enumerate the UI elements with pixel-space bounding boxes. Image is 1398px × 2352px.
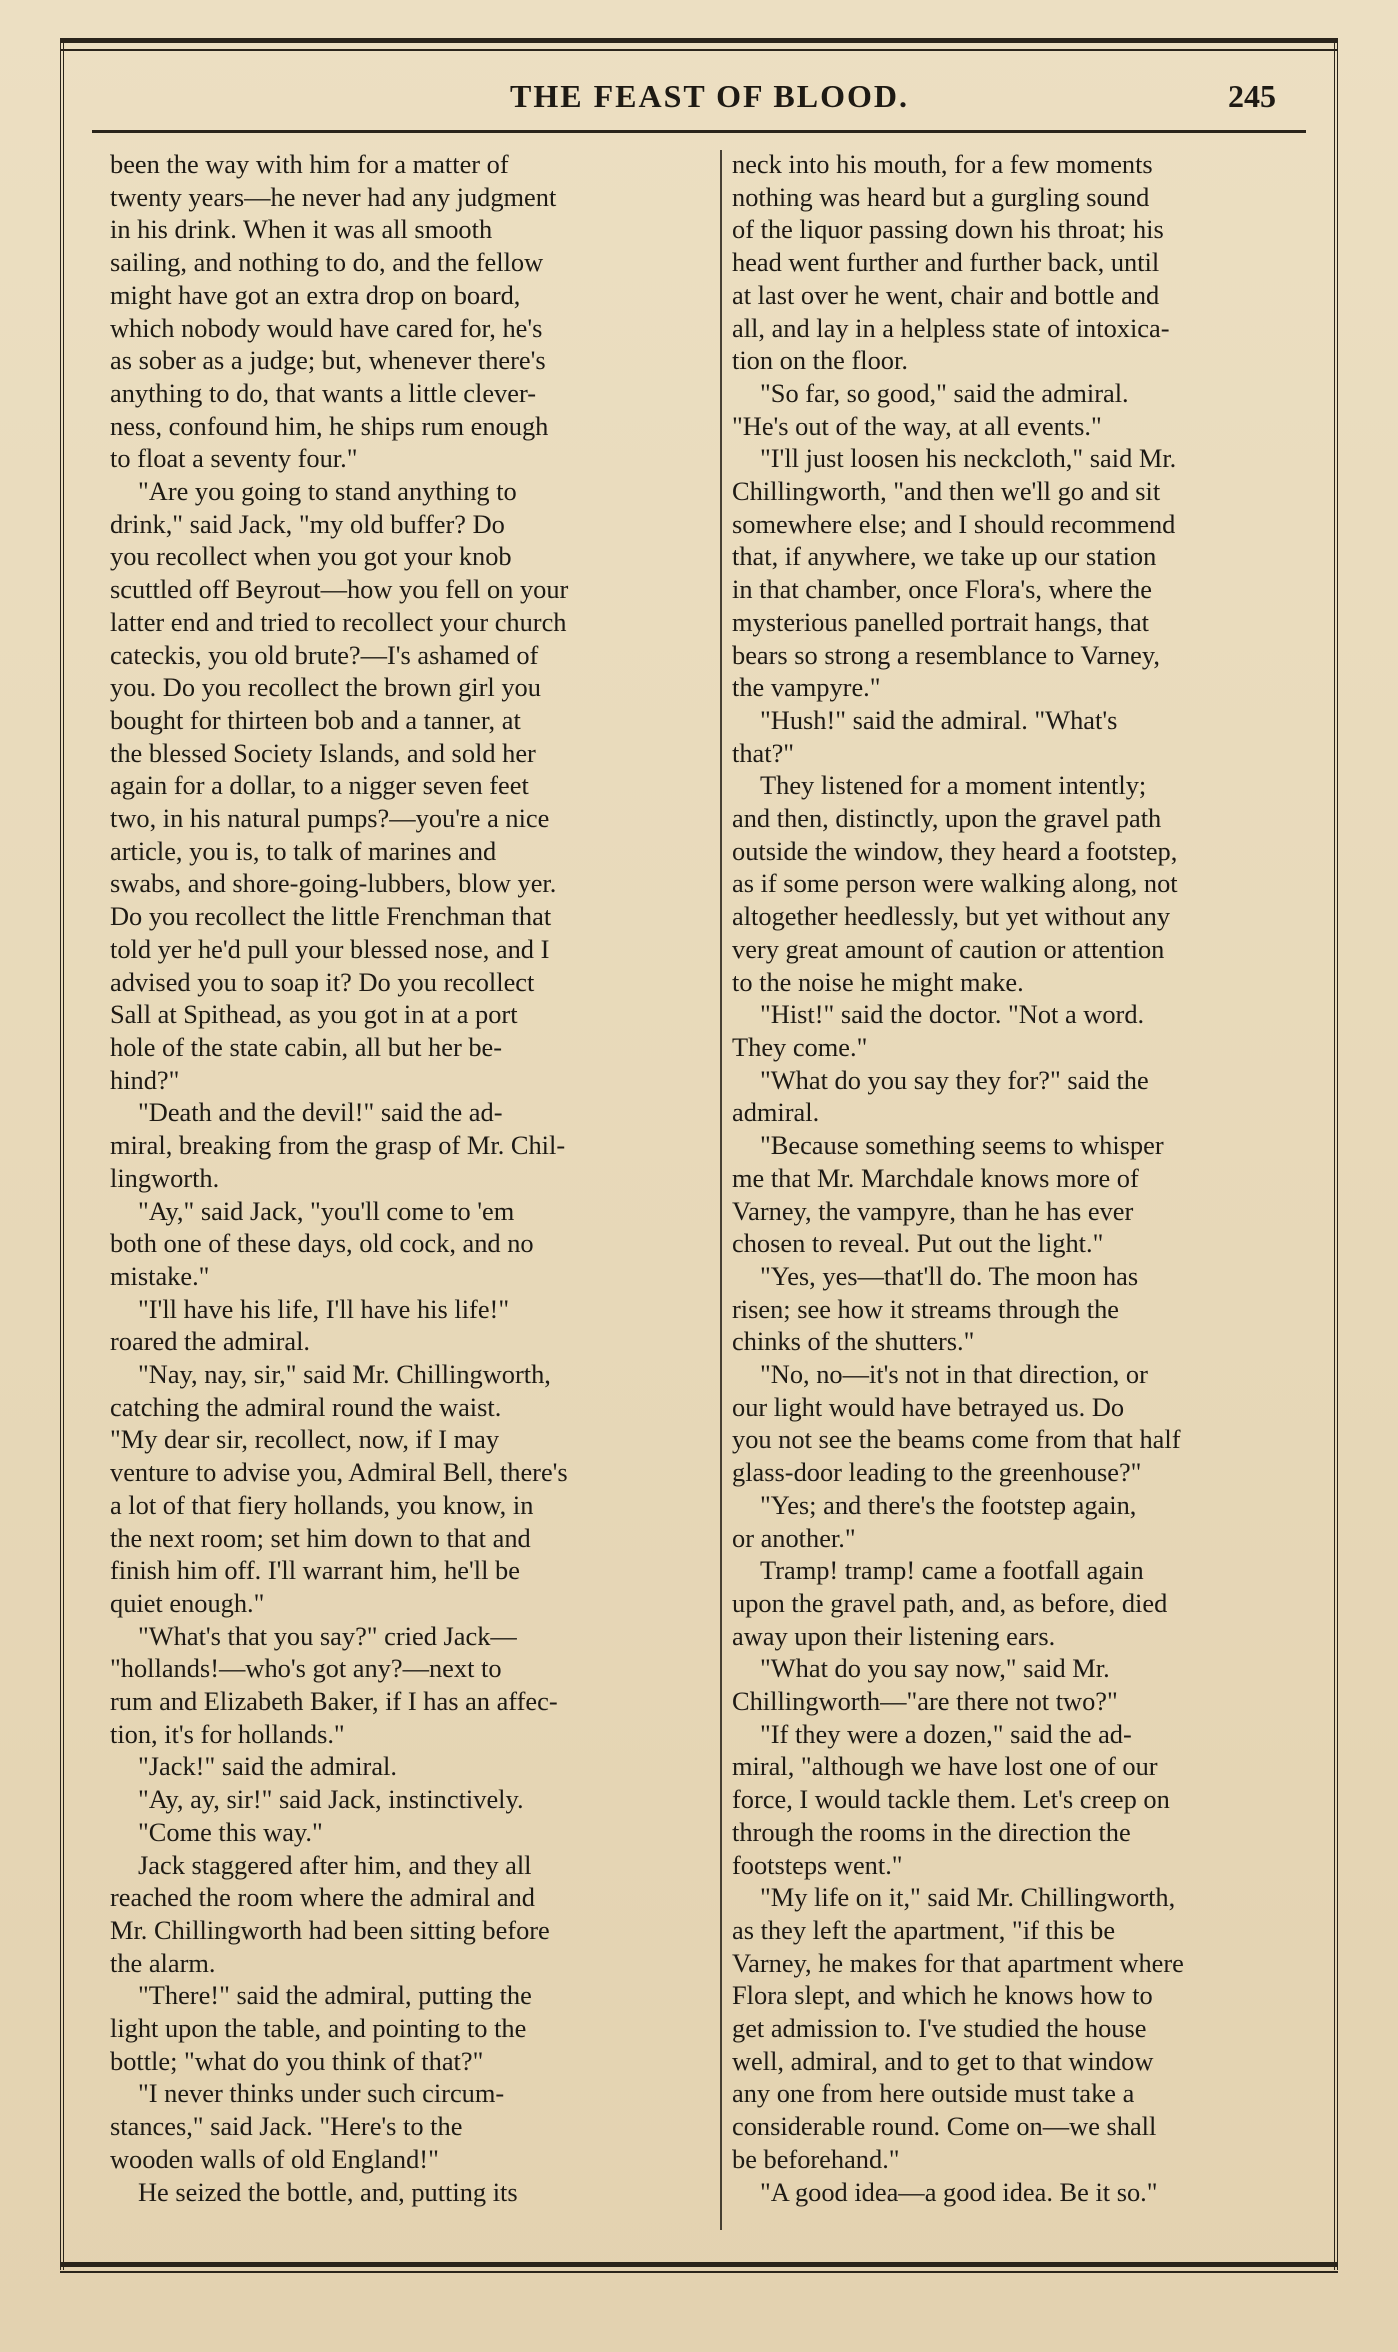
paragraph: "Because something seems to whisper me that Mr. Marchdale knows more of Varney, the vampyre, than he has ever chosen to reveal. Put out the light." bbox=[732, 1130, 1164, 1259]
paragraph: "Death and the devil!" said the ad- miral, breaking from the grasp of Mr. Chil- lingworth. bbox=[110, 1097, 566, 1193]
page-number: 245 bbox=[1228, 78, 1276, 114]
paragraph: "Ay, ay, sir!" said Jack, instinctively. bbox=[138, 1784, 524, 1815]
paragraph: They listened for a moment intently; and then, distinctly, upon the gravel path outside the window, they heard a footstep, as if some person were walking along, not altogether heedlessly, but yet without any very great amount of caution or attention to the noise he might make. bbox=[732, 770, 1178, 997]
column-divider bbox=[720, 150, 722, 2230]
right-column bbox=[732, 148, 1318, 2208]
paragraph: He seized the bottle, and, putting its bbox=[138, 2176, 518, 2207]
paragraph: "There!" said the admiral, putting the light upon the table, and pointing to the bottle; "what do you think of that?" bbox=[110, 1980, 532, 2076]
paragraph: "Jack!" said the admiral. bbox=[138, 1751, 397, 1782]
paragraph: "Are you going to stand anything to drink," said Jack, "my old buffer? Do you recollect when you got your knob scuttled off Beyrout—how you fell on your latter end and tried to recollect your church cateckis, you old brute?—I's ashamed of you. Do you recollect the brown girl you bought for thirteen bob and a tanner, at the blessed Society Islands, and sold her again for a dollar, to a nigger seven feet two, in his natural pumps?—you're a nice article, you is, to talk of marines and swabs, and shore-going-lubbers, blow yer. Do you recollect the little Frenchman that told yer he'd pull your blessed nose, and I advised you to soap it? Do you recollect Sall at Spithead, as you got in at a port hole of the state cabin, all but her be- hind?" bbox=[110, 476, 569, 1095]
paragraph: "Come this way." bbox=[138, 1816, 323, 1847]
running-title: THE FEAST OF BLOOD. bbox=[510, 78, 909, 114]
paragraph: "No, no—it's not in that direction, or our light would have betrayed us. Do you not see the beams come from that half glass-door leading to the greenhouse?" bbox=[732, 1359, 1181, 1488]
paragraph: "I never thinks under such circum- stances," said Jack. "Here's to the wooden walls of old England!" bbox=[110, 2078, 505, 2174]
paragraph: "I'll just loosen his neckcloth," said Mr. Chillingworth, "and then we'll go and sit somewhere else; and I should recommend that, if anywhere, we take up our station in that chamber, once Flora's, where the mysterious panelled portrait hangs, that bears so strong a resemblance to Varney, the vampyre." bbox=[732, 443, 1177, 703]
paragraph: "What do you say now," said Mr. Chillingworth—"are there not two?" bbox=[732, 1653, 1118, 1717]
paragraph: neck into his mouth, for a few moments nothing was heard but a gurgling sound of the liquor passing down his throat; his head went further and further back, until at last over he went, chair and bottle and all, and lay in a helpless state of intoxica- tion on the floor. bbox=[732, 149, 1170, 376]
paragraph: been the way with him for a matter of twenty years—he never had any judgment in his drink. When it was all smooth sailing, and nothing to do, and the fellow might have got an extra drop on board, which nobody would have cared for, he's as sober as a judge; but, whenever there's anything to do, that wants a little clever- ness, confound him, he ships rum enough to float a seventy four." bbox=[110, 149, 557, 474]
paragraph: "Hush!" said the admiral. "What's that?" bbox=[732, 704, 1118, 768]
paragraph: "A good idea—a good idea. Be it so." bbox=[760, 2176, 1158, 2207]
bottom-rule-thick bbox=[60, 2262, 1338, 2267]
paragraph: "Yes, yes—that'll do. The moon has risen; see how it streams through the chinks of the shutters." bbox=[732, 1260, 1139, 1357]
paragraph: "So far, so good," said the admiral. "He's out of the way, at all events." bbox=[732, 377, 1129, 441]
paragraph: "Nay, nay, sir," said Mr. Chillingworth, catching the admiral round the waist. "My dear sir, recollect, now, if I may venture to advise you, Admiral Bell, there's a lot of that fiery hollands, you know, in the next room; set him down to that and finish him off. I'll warrant him, he'll be quiet enough." bbox=[110, 1359, 568, 1618]
paragraph: "My life on it," said Mr. Chillingworth, as they left the apartment, "if this be Varney, he makes for that apartment where Flora slept, and which he knows how to get admission to. I've studied the house well, admiral, and to get to that window any one from here outside must take a considerable round. Come on—we shall be beforehand." bbox=[732, 1882, 1184, 2174]
paragraph: Jack staggered after him, and they all reached the room where the admiral and Mr. Chillingworth had been sitting before the alarm. bbox=[110, 1849, 550, 1978]
left-column bbox=[110, 148, 702, 2208]
paragraph: "What's that you say?" cried Jack— "hollands!—who's got any?—next to rum and Elizabeth Baker, if I has an affec- tion, it's for hollands." bbox=[110, 1620, 558, 1749]
paragraph: Tramp! tramp! came a footfall again upon the gravel path, and, as before, died away upon their listening ears. bbox=[732, 1555, 1168, 1651]
paragraph: "Ay," said Jack, "you'll come to 'em both one of these days, old cock, and no mistake." bbox=[110, 1195, 534, 1291]
paragraph: "If they were a dozen," said the ad- miral, "although we have lost one of our force, I would tackle them. Let's creep on through the rooms in the direction the footsteps went." bbox=[732, 1718, 1170, 1880]
bottom-rule-thin bbox=[60, 2271, 1338, 2273]
paragraph: "I'll have his life, I'll have his life!" roared the admiral. bbox=[110, 1293, 510, 1357]
paragraph: "Yes; and there's the footstep again, or another." bbox=[732, 1489, 1137, 1553]
header-rule bbox=[92, 130, 1306, 133]
paragraph: "Hist!" said the doctor. "Not a word. They come." bbox=[732, 999, 1145, 1062]
paragraph: "What do you say they for?" said the admiral. bbox=[732, 1064, 1149, 1128]
